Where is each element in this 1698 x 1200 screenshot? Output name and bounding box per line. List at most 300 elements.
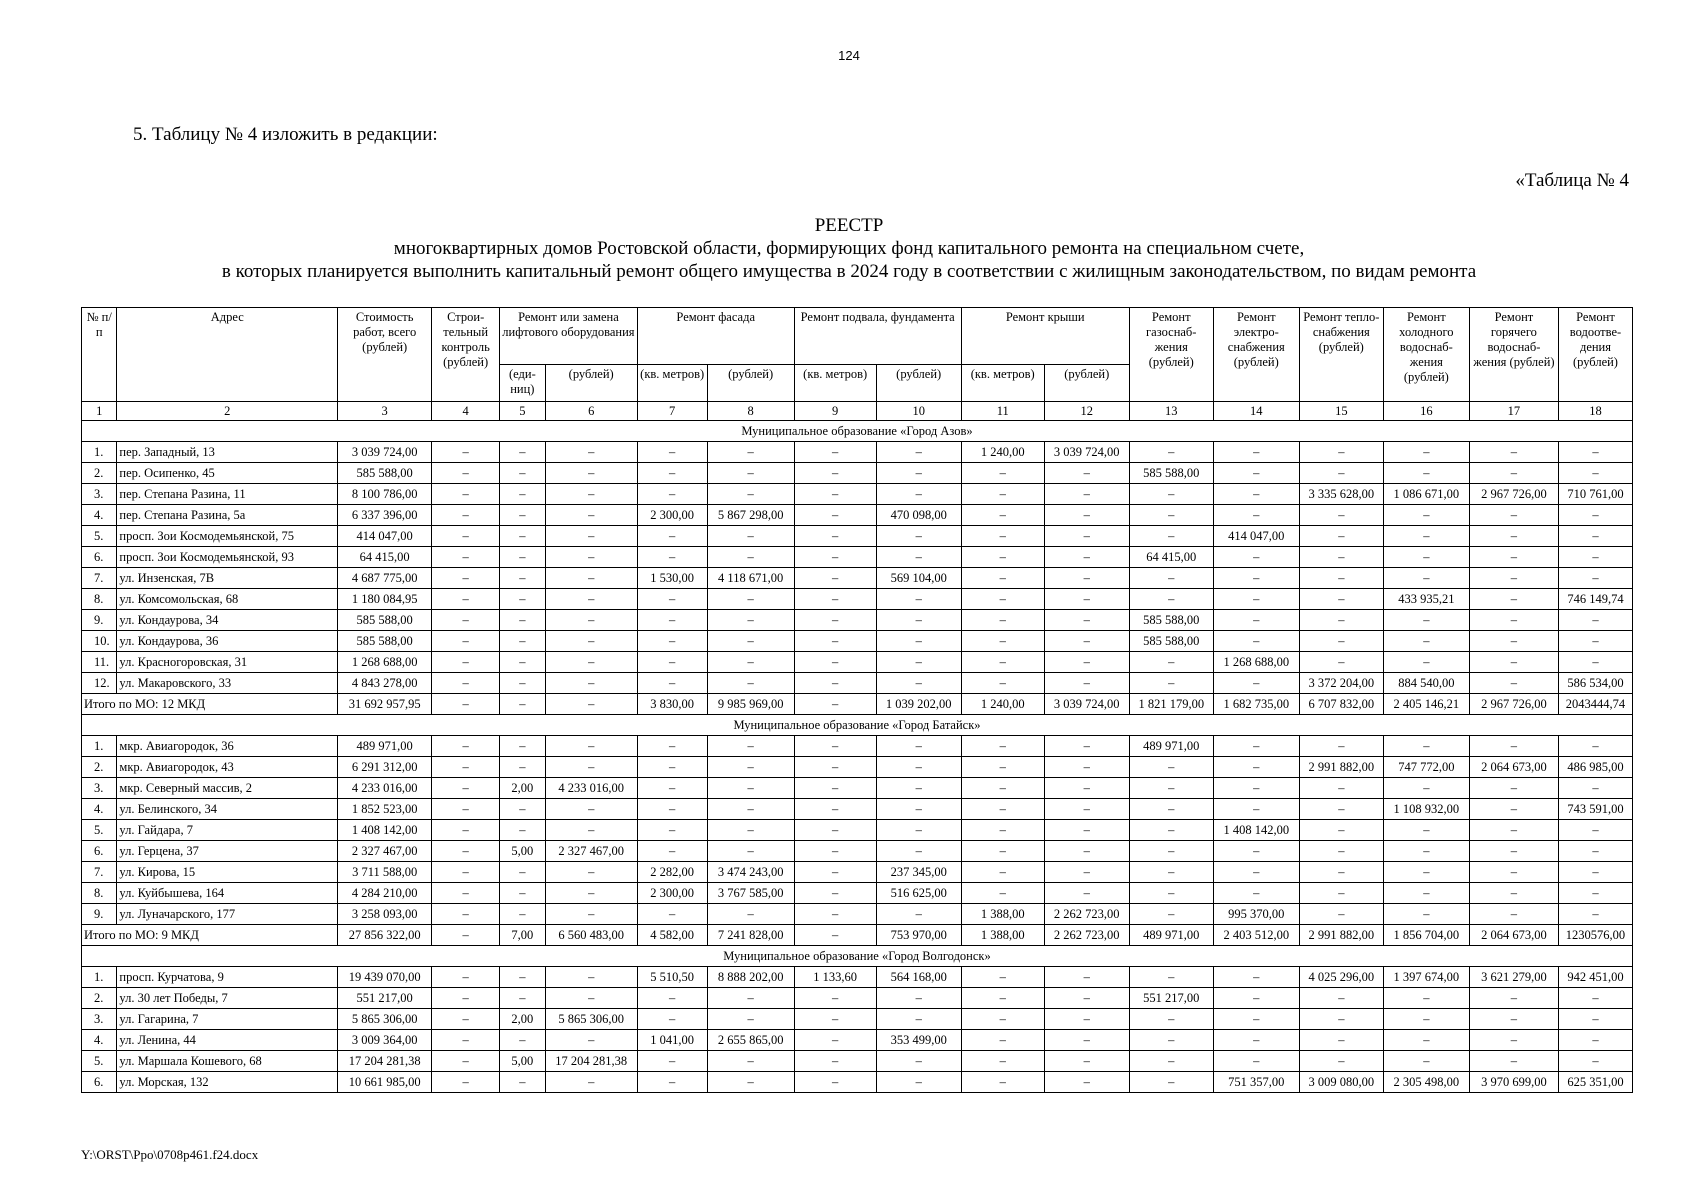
column-number: 8 bbox=[707, 402, 794, 421]
table-cell: 1 397 674,00 bbox=[1383, 967, 1469, 988]
table-cell: – bbox=[432, 589, 500, 610]
table-cell: 17 204 281,38 bbox=[338, 1051, 432, 1072]
table-cell: – bbox=[432, 778, 500, 799]
table-cell: – bbox=[707, 799, 794, 820]
table-cell: – bbox=[794, 1009, 876, 1030]
table-cell: – bbox=[1383, 1009, 1469, 1030]
table-cell: 5 865 306,00 bbox=[545, 1009, 637, 1030]
table-cell: – bbox=[1299, 631, 1383, 652]
table-cell: 17 204 281,38 bbox=[545, 1051, 637, 1072]
table-cell: 3 009 364,00 bbox=[338, 1030, 432, 1051]
header-elevator: Ремонт или замена лифтового оборудования bbox=[500, 308, 638, 365]
table-cell: – bbox=[876, 1072, 961, 1093]
table-cell: – bbox=[545, 967, 637, 988]
table-cell: 3 009 080,00 bbox=[1299, 1072, 1383, 1093]
table-cell: – bbox=[1299, 988, 1383, 1009]
table-cell: – bbox=[794, 757, 876, 778]
table-cell: – bbox=[432, 757, 500, 778]
column-number: 14 bbox=[1213, 402, 1299, 421]
table-cell: – bbox=[432, 841, 500, 862]
table-cell: – bbox=[794, 568, 876, 589]
header-roof-sqm: (кв. метров) bbox=[961, 365, 1044, 402]
table-cell: – bbox=[961, 988, 1044, 1009]
table-cell: 2 991 882,00 bbox=[1299, 757, 1383, 778]
table-cell: – bbox=[794, 442, 876, 463]
municipality-name: Муниципальное образование «Город Волгодонск» bbox=[82, 946, 1633, 967]
table-cell: 4. bbox=[82, 505, 117, 526]
table-cell: – bbox=[637, 841, 707, 862]
table-cell: – bbox=[545, 568, 637, 589]
table-cell: – bbox=[637, 757, 707, 778]
table-cell: – bbox=[545, 736, 637, 757]
table-body bbox=[82, 421, 1633, 1093]
table-cell: – bbox=[545, 820, 637, 841]
table-cell: – bbox=[876, 484, 961, 505]
table-cell: – bbox=[500, 988, 546, 1009]
table-cell: – bbox=[432, 799, 500, 820]
table-cell: Итого по МО: 12 МКД bbox=[82, 694, 338, 715]
table-cell: 1 039 202,00 bbox=[876, 694, 961, 715]
table-cell: – bbox=[707, 778, 794, 799]
municipality-heading-row bbox=[82, 946, 1633, 967]
table-cell: – bbox=[637, 673, 707, 694]
table-cell: 7 241 828,00 bbox=[707, 925, 794, 946]
table-cell: – bbox=[1129, 820, 1213, 841]
table-cell: – bbox=[1129, 652, 1213, 673]
table-cell: 1 240,00 bbox=[961, 694, 1044, 715]
table-cell: 1 856 704,00 bbox=[1383, 925, 1469, 946]
table-cell: 1 852 523,00 bbox=[338, 799, 432, 820]
table-cell: – bbox=[1299, 505, 1383, 526]
table-cell: – bbox=[707, 736, 794, 757]
table-row bbox=[82, 1072, 1633, 1093]
table-header bbox=[82, 308, 1633, 421]
table-cell: – bbox=[1044, 484, 1129, 505]
table-cell: – bbox=[1213, 610, 1299, 631]
header-control: Строи-тельный контроль (рублей) bbox=[432, 308, 500, 402]
table-cell: 1. bbox=[82, 442, 117, 463]
table-cell: 2. bbox=[82, 463, 117, 484]
table-cell: 4 582,00 bbox=[637, 925, 707, 946]
table-cell: – bbox=[1044, 463, 1129, 484]
table-cell: – bbox=[1129, 1072, 1213, 1093]
table-cell: – bbox=[500, 547, 546, 568]
table-cell: – bbox=[545, 463, 637, 484]
table-cell: мкр. Авиагородок, 43 bbox=[117, 757, 338, 778]
table-cell: – bbox=[1044, 1072, 1129, 1093]
table-cell: – bbox=[545, 904, 637, 925]
table-cell: – bbox=[432, 1030, 500, 1051]
table-cell: 2 991 882,00 bbox=[1299, 925, 1383, 946]
table-cell: – bbox=[1558, 988, 1632, 1009]
table-cell: 31 692 957,95 bbox=[338, 694, 432, 715]
table-cell: – bbox=[1044, 967, 1129, 988]
table-cell: – bbox=[794, 862, 876, 883]
table-row bbox=[82, 505, 1633, 526]
table-cell: 2 064 673,00 bbox=[1469, 757, 1558, 778]
table-cell: 585 588,00 bbox=[338, 631, 432, 652]
table-cell: 747 772,00 bbox=[1383, 757, 1469, 778]
table-cell: – bbox=[500, 442, 546, 463]
table-cell: 710 761,00 bbox=[1558, 484, 1632, 505]
table-cell: – bbox=[500, 505, 546, 526]
column-number: 6 bbox=[545, 402, 637, 421]
table-cell: – bbox=[1469, 841, 1558, 862]
table-cell: – bbox=[1129, 904, 1213, 925]
table-cell: – bbox=[500, 484, 546, 505]
table-cell: – bbox=[876, 841, 961, 862]
column-number: 11 bbox=[961, 402, 1044, 421]
municipality-heading-row bbox=[82, 715, 1633, 736]
table-cell: – bbox=[637, 904, 707, 925]
table-cell: – bbox=[1383, 988, 1469, 1009]
table-row bbox=[82, 526, 1633, 547]
table-cell: – bbox=[961, 820, 1044, 841]
table-cell: – bbox=[432, 484, 500, 505]
table-cell: ул. Маршала Кошевого, 68 bbox=[117, 1051, 338, 1072]
table-cell: – bbox=[1383, 778, 1469, 799]
table-cell: – bbox=[961, 589, 1044, 610]
table-cell: – bbox=[545, 862, 637, 883]
table-cell: – bbox=[876, 988, 961, 1009]
table-cell: – bbox=[1213, 505, 1299, 526]
table-cell: – bbox=[432, 1009, 500, 1030]
table-cell: – bbox=[794, 610, 876, 631]
table-cell: – bbox=[961, 799, 1044, 820]
table-cell: – bbox=[1044, 841, 1129, 862]
table-cell: 1 086 671,00 bbox=[1383, 484, 1469, 505]
table-cell: 564 168,00 bbox=[876, 967, 961, 988]
page-number: 124 bbox=[838, 48, 860, 63]
table-cell: просп. Курчатова, 9 bbox=[117, 967, 338, 988]
table-cell: – bbox=[432, 967, 500, 988]
total-row bbox=[82, 694, 1633, 715]
table-cell: – bbox=[961, 526, 1044, 547]
table-cell: – bbox=[1213, 988, 1299, 1009]
table-cell: – bbox=[432, 1072, 500, 1093]
table-cell: – bbox=[1469, 862, 1558, 883]
table-cell: 2 262 723,00 bbox=[1044, 925, 1129, 946]
table-cell: 1230576,00 bbox=[1558, 925, 1632, 946]
table-row bbox=[82, 841, 1633, 862]
table-cell: 2 300,00 bbox=[637, 883, 707, 904]
table-cell: – bbox=[1383, 1051, 1469, 1072]
table-cell: – bbox=[961, 1030, 1044, 1051]
table-row bbox=[82, 589, 1633, 610]
table-cell: – bbox=[432, 505, 500, 526]
table-cell: 4 118 671,00 bbox=[707, 568, 794, 589]
table-cell: 9. bbox=[82, 610, 117, 631]
table-cell: – bbox=[432, 652, 500, 673]
table-row bbox=[82, 463, 1633, 484]
table-cell: – bbox=[876, 610, 961, 631]
table-cell: – bbox=[1044, 988, 1129, 1009]
table-cell: – bbox=[707, 988, 794, 1009]
table-cell: 353 499,00 bbox=[876, 1030, 961, 1051]
table-cell: – bbox=[500, 757, 546, 778]
table-cell: 585 588,00 bbox=[1129, 463, 1213, 484]
table-cell: – bbox=[1469, 568, 1558, 589]
table-cell: 1 108 932,00 bbox=[1383, 799, 1469, 820]
table-cell: – bbox=[432, 526, 500, 547]
table-cell: – bbox=[794, 1030, 876, 1051]
table-cell: 3. bbox=[82, 1009, 117, 1030]
table-cell: 237 345,00 bbox=[876, 862, 961, 883]
header-facade-sqm: (кв. метров) bbox=[637, 365, 707, 402]
table-cell: – bbox=[1044, 799, 1129, 820]
table-cell: – bbox=[500, 589, 546, 610]
table-cell: – bbox=[961, 568, 1044, 589]
table-cell: 5 867 298,00 bbox=[707, 505, 794, 526]
table-cell: – bbox=[1558, 883, 1632, 904]
table-cell: 64 415,00 bbox=[1129, 547, 1213, 568]
title-line-1: РЕЕСТР bbox=[814, 215, 884, 236]
table-cell: 2 403 512,00 bbox=[1213, 925, 1299, 946]
table-cell: 3 474 243,00 bbox=[707, 862, 794, 883]
table-cell: – bbox=[1129, 778, 1213, 799]
table-cell: – bbox=[500, 967, 546, 988]
table-cell: 3 335 628,00 bbox=[1299, 484, 1383, 505]
table-cell: – bbox=[1558, 442, 1632, 463]
table-cell: – bbox=[432, 1051, 500, 1072]
header-hot-water: Ремонт горячего водоснаб-жения (рублей) bbox=[1469, 308, 1558, 402]
table-cell: 4 233 016,00 bbox=[545, 778, 637, 799]
header-gas: Ремонт газоснаб-жения (рублей) bbox=[1129, 308, 1213, 402]
table-cell: – bbox=[545, 799, 637, 820]
table-cell: – bbox=[794, 1072, 876, 1093]
table-cell: – bbox=[1299, 862, 1383, 883]
table-cell: 6 337 396,00 bbox=[338, 505, 432, 526]
table-cell: 4. bbox=[82, 799, 117, 820]
table-cell: – bbox=[1044, 1051, 1129, 1072]
table-cell: 489 971,00 bbox=[1129, 925, 1213, 946]
table-cell: 1 268 688,00 bbox=[338, 652, 432, 673]
table-cell: 942 451,00 bbox=[1558, 967, 1632, 988]
table-cell: 3 767 585,00 bbox=[707, 883, 794, 904]
table-cell: – bbox=[500, 610, 546, 631]
table-cell: – bbox=[961, 757, 1044, 778]
table-cell: пер. Степана Разина, 5а bbox=[117, 505, 338, 526]
table-row bbox=[82, 862, 1633, 883]
column-number: 2 bbox=[117, 402, 338, 421]
table-cell: 489 971,00 bbox=[338, 736, 432, 757]
table-cell: – bbox=[707, 631, 794, 652]
table-cell: – bbox=[1299, 799, 1383, 820]
total-row bbox=[82, 925, 1633, 946]
table-cell: – bbox=[961, 631, 1044, 652]
table-cell: – bbox=[1469, 610, 1558, 631]
column-number: 10 bbox=[876, 402, 961, 421]
table-cell: ул. Инзенская, 7В bbox=[117, 568, 338, 589]
table-cell: – bbox=[1469, 1009, 1558, 1030]
table-cell: 8 100 786,00 bbox=[338, 484, 432, 505]
table-cell: – bbox=[432, 925, 500, 946]
table-cell: – bbox=[1558, 547, 1632, 568]
table-cell: 8. bbox=[82, 883, 117, 904]
table-cell: – bbox=[637, 988, 707, 1009]
table-cell: – bbox=[1469, 463, 1558, 484]
table-cell: – bbox=[432, 673, 500, 694]
table-cell: – bbox=[1383, 463, 1469, 484]
table-row bbox=[82, 484, 1633, 505]
table-cell: – bbox=[1469, 1030, 1558, 1051]
table-cell: – bbox=[1129, 1051, 1213, 1072]
table-cell: – bbox=[637, 631, 707, 652]
table-cell: 585 588,00 bbox=[338, 610, 432, 631]
table-cell: ул. Кондаурова, 36 bbox=[117, 631, 338, 652]
table-cell: – bbox=[500, 799, 546, 820]
header-facade: Ремонт фасада bbox=[637, 308, 794, 365]
table-cell: – bbox=[794, 547, 876, 568]
table-cell: – bbox=[1213, 547, 1299, 568]
table-cell: – bbox=[1044, 547, 1129, 568]
table-cell: – bbox=[1383, 1030, 1469, 1051]
table-cell: – bbox=[876, 631, 961, 652]
table-cell: – bbox=[1558, 610, 1632, 631]
table-cell: – bbox=[794, 799, 876, 820]
table-cell: – bbox=[1129, 1030, 1213, 1051]
table-cell: – bbox=[961, 778, 1044, 799]
table-cell: – bbox=[794, 652, 876, 673]
table-row bbox=[82, 757, 1633, 778]
table-cell: – bbox=[500, 1072, 546, 1093]
table-cell: ул. Комсомольская, 68 bbox=[117, 589, 338, 610]
table-cell: 2 655 865,00 bbox=[707, 1030, 794, 1051]
table-cell: 3 830,00 bbox=[637, 694, 707, 715]
table-cell: 625 351,00 bbox=[1558, 1072, 1632, 1093]
table-cell: 3. bbox=[82, 484, 117, 505]
table-cell: – bbox=[1558, 526, 1632, 547]
table-cell: – bbox=[707, 463, 794, 484]
table-cell: – bbox=[637, 589, 707, 610]
table-cell: – bbox=[961, 463, 1044, 484]
table-cell: 569 104,00 bbox=[876, 568, 961, 589]
table-cell: – bbox=[1044, 883, 1129, 904]
table-cell: – bbox=[1299, 652, 1383, 673]
table-cell: – bbox=[637, 442, 707, 463]
table-cell: – bbox=[876, 442, 961, 463]
table-cell: 551 217,00 bbox=[1129, 988, 1213, 1009]
table-cell: – bbox=[707, 442, 794, 463]
table-cell: 2. bbox=[82, 988, 117, 1009]
table-cell: 7. bbox=[82, 568, 117, 589]
table-cell: ул. Гагарина, 7 bbox=[117, 1009, 338, 1030]
table-cell: – bbox=[637, 820, 707, 841]
table-cell: – bbox=[1213, 484, 1299, 505]
header-cost: Стоимость работ, всего (рублей) bbox=[338, 308, 432, 402]
table-cell: – bbox=[1129, 589, 1213, 610]
table-cell: – bbox=[1299, 904, 1383, 925]
table-cell: 64 415,00 bbox=[338, 547, 432, 568]
table-cell: – bbox=[876, 757, 961, 778]
column-number: 9 bbox=[794, 402, 876, 421]
table-cell: – bbox=[432, 631, 500, 652]
table-cell: – bbox=[637, 799, 707, 820]
table-cell: 1 821 179,00 bbox=[1129, 694, 1213, 715]
table-cell: – bbox=[432, 610, 500, 631]
table-cell: – bbox=[432, 820, 500, 841]
table-cell: – bbox=[1558, 841, 1632, 862]
table-cell: – bbox=[961, 883, 1044, 904]
table-cell: – bbox=[1558, 652, 1632, 673]
title-line-3: в которых планируется выполнить капитальный ремонт общего имущества в 2024 году в соответствии с жилищным законодательством, по видам ремонта bbox=[221, 261, 1477, 282]
table-cell: ул. Белинского, 34 bbox=[117, 799, 338, 820]
header-basement-sqm: (кв. метров) bbox=[794, 365, 876, 402]
table-cell: 5,00 bbox=[500, 841, 546, 862]
table-cell: – bbox=[637, 1009, 707, 1030]
table-cell: – bbox=[1299, 1030, 1383, 1051]
table-cell: – bbox=[1129, 967, 1213, 988]
table-cell: – bbox=[1469, 526, 1558, 547]
table-cell: – bbox=[961, 610, 1044, 631]
table-cell: – bbox=[637, 1072, 707, 1093]
municipality-name: Муниципальное образование «Город Азов» bbox=[82, 421, 1633, 442]
table-cell: – bbox=[500, 568, 546, 589]
table-cell: ул. Морская, 132 bbox=[117, 1072, 338, 1093]
table-cell: – bbox=[1129, 505, 1213, 526]
table-cell: – bbox=[794, 1051, 876, 1072]
table-cell: – bbox=[1469, 736, 1558, 757]
table-cell: 489 971,00 bbox=[1129, 736, 1213, 757]
table-cell: 6 560 483,00 bbox=[545, 925, 637, 946]
table-cell: – bbox=[1469, 631, 1558, 652]
table-cell: – bbox=[500, 862, 546, 883]
table-cell: 1 408 142,00 bbox=[338, 820, 432, 841]
table-cell: Итого по МО: 9 МКД bbox=[82, 925, 338, 946]
header-elevator-rub: (рублей) bbox=[545, 365, 637, 402]
table-cell: 4 687 775,00 bbox=[338, 568, 432, 589]
table-row bbox=[82, 1030, 1633, 1051]
table-cell: 8. bbox=[82, 589, 117, 610]
table-cell: – bbox=[432, 883, 500, 904]
table-row bbox=[82, 1009, 1633, 1030]
table-cell: – bbox=[1129, 883, 1213, 904]
table-cell: 2,00 bbox=[500, 778, 546, 799]
table-cell: – bbox=[432, 442, 500, 463]
table-cell: – bbox=[1044, 1009, 1129, 1030]
table-cell: – bbox=[794, 673, 876, 694]
table-cell: – bbox=[545, 442, 637, 463]
table-cell: ул. Гайдара, 7 bbox=[117, 820, 338, 841]
table-cell: – bbox=[500, 883, 546, 904]
table-cell: 746 149,74 bbox=[1558, 589, 1632, 610]
title-line-2: многоквартирных домов Ростовской области, формирующих фонд капитального ремонта на специальном счете, bbox=[393, 238, 1305, 259]
table-cell: – bbox=[637, 736, 707, 757]
table-cell: 4 025 296,00 bbox=[1299, 967, 1383, 988]
table-cell: – bbox=[1469, 778, 1558, 799]
table-cell: 3 039 724,00 bbox=[338, 442, 432, 463]
table-cell: – bbox=[1129, 862, 1213, 883]
table-cell: 1 530,00 bbox=[637, 568, 707, 589]
table-cell: – bbox=[707, 673, 794, 694]
registry-table bbox=[81, 307, 1633, 1093]
table-cell: – bbox=[794, 484, 876, 505]
table-cell: – bbox=[707, 820, 794, 841]
table-cell: – bbox=[637, 484, 707, 505]
table-cell: – bbox=[432, 904, 500, 925]
table-cell: 3. bbox=[82, 778, 117, 799]
table-cell: – bbox=[1558, 778, 1632, 799]
table-cell: – bbox=[1383, 610, 1469, 631]
table-cell: 4 284 210,00 bbox=[338, 883, 432, 904]
table-cell: – bbox=[545, 631, 637, 652]
header-elevator-units: (еди-ниц) bbox=[500, 365, 546, 402]
table-cell: – bbox=[1044, 736, 1129, 757]
table-row bbox=[82, 799, 1633, 820]
table-cell: ул. Луначарского, 177 bbox=[117, 904, 338, 925]
table-row bbox=[82, 442, 1633, 463]
table-cell: ул. Ленина, 44 bbox=[117, 1030, 338, 1051]
